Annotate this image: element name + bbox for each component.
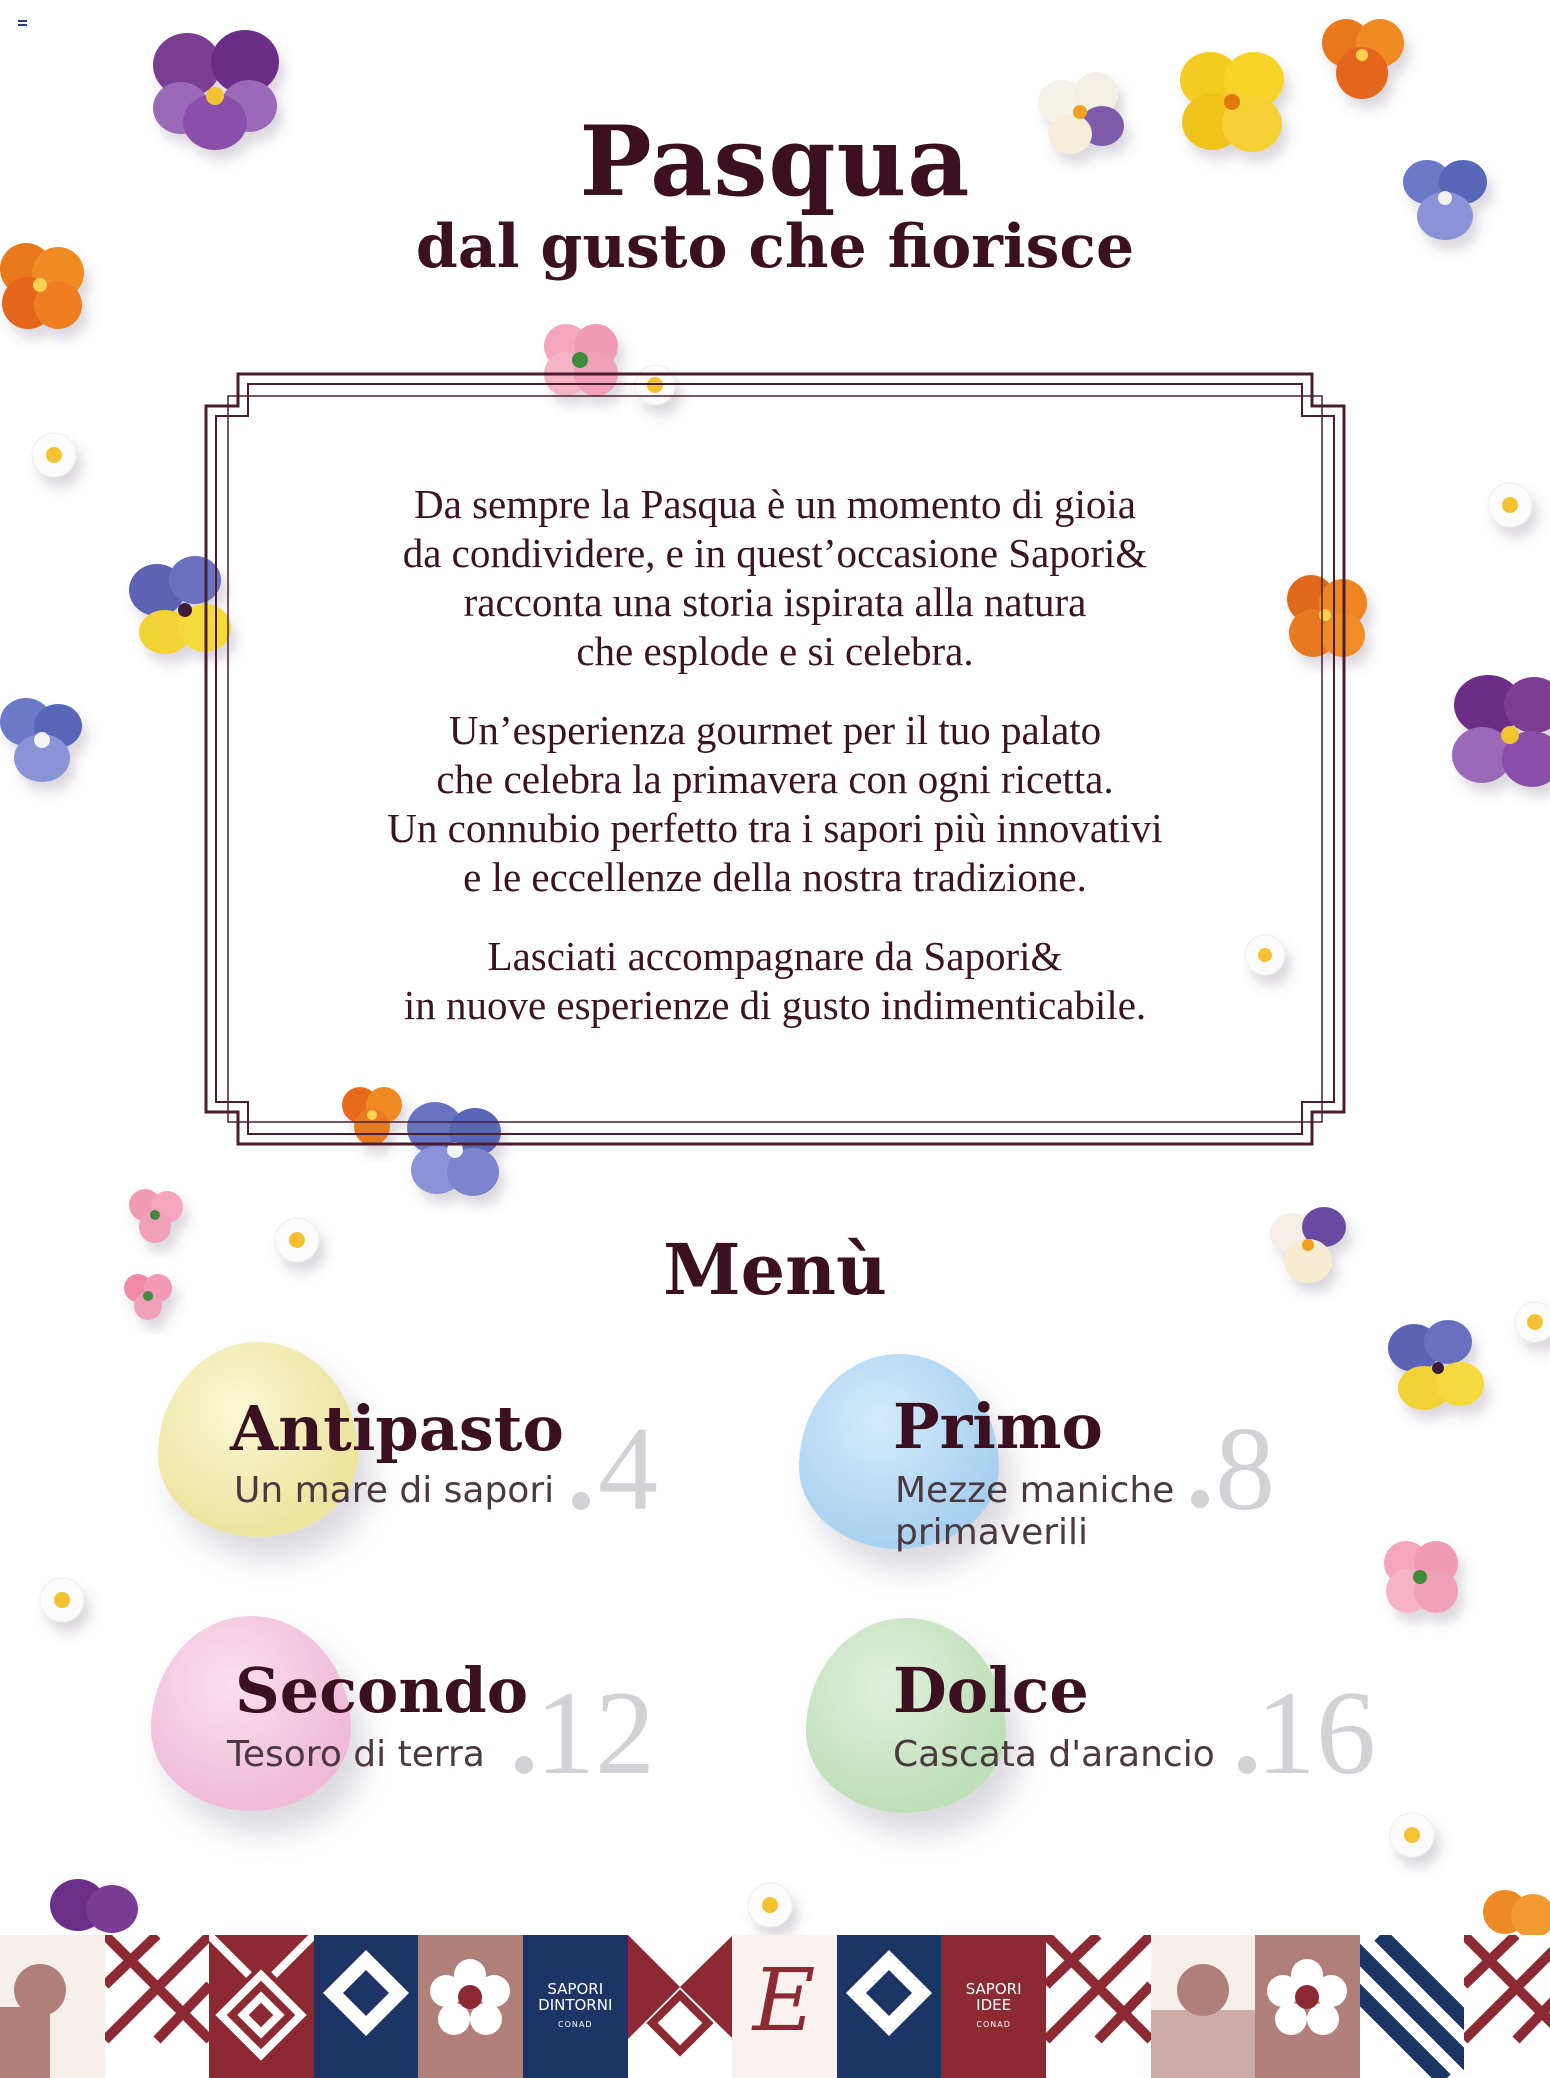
tile-lattice-3 bbox=[1464, 1935, 1550, 2078]
logo-line: SAPORI bbox=[547, 1979, 604, 1998]
course-primo[interactable] bbox=[795, 1350, 1315, 1570]
intro-line: e le eccellenze della nostra tradizione. bbox=[463, 854, 1087, 900]
intro-text bbox=[300, 480, 1250, 1060]
course-dolce[interactable] bbox=[800, 1612, 1376, 1832]
logo-line: DINTORNI bbox=[538, 1995, 613, 2014]
page-dot bbox=[1191, 1490, 1209, 1508]
sapori-dintorni-logo bbox=[523, 1935, 628, 2078]
menu-title: Menù bbox=[663, 1228, 887, 1311]
tile-script-letter bbox=[732, 1935, 837, 2078]
course-description: Mezze maniche primaverili bbox=[895, 1470, 1175, 1553]
tile-footer bbox=[0, 1935, 1550, 2078]
tile-rose-flower bbox=[418, 1935, 523, 2078]
course-description: Cascata d'arancio bbox=[893, 1734, 1215, 1775]
page-subtitle: dal gusto che fiorisce bbox=[415, 212, 1135, 282]
page-number: 4 bbox=[598, 1402, 658, 1535]
tile-rose-circle bbox=[0, 1935, 105, 2078]
intro-line: Da sempre la Pasqua è un momento di gioia bbox=[414, 481, 1136, 527]
intro-line: Un connubio perfetto tra i sapori più innovativi bbox=[387, 805, 1163, 851]
course-secondo[interactable] bbox=[145, 1612, 685, 1832]
logo-line: IDEE bbox=[976, 1995, 1012, 2014]
tile-red-lattice bbox=[628, 1935, 733, 2078]
intro-paragraph-1 bbox=[300, 480, 1250, 676]
tile-navy-diamond bbox=[314, 1935, 419, 2078]
intro-paragraph-3 bbox=[300, 932, 1250, 1030]
logo-line: CONAD bbox=[976, 2019, 1011, 2029]
page-dot bbox=[515, 1756, 533, 1774]
intro-line: che esplode e si celebra. bbox=[576, 628, 974, 674]
tile-lattice bbox=[105, 1935, 210, 2078]
course-description: Tesoro di terra bbox=[227, 1734, 485, 1775]
page-dot bbox=[572, 1492, 590, 1510]
logo-line: SAPORI bbox=[965, 1979, 1022, 1998]
course-description: Un mare di sapori bbox=[234, 1470, 555, 1511]
tile-rose-flower-2 bbox=[1255, 1935, 1360, 2078]
intro-line: Un’esperienza gourmet per il tuo palato bbox=[448, 707, 1102, 753]
course-name: Secondo bbox=[235, 1654, 529, 1727]
tile-rose-circle-2 bbox=[1151, 1935, 1256, 2078]
page-number: 16 bbox=[1256, 1666, 1376, 1799]
intro-line: racconta una storia ispirata alla natura bbox=[463, 579, 1087, 625]
course-antipasto[interactable] bbox=[150, 1340, 690, 1560]
course-name: Antipasto bbox=[230, 1392, 564, 1465]
tile-lattice-2 bbox=[1046, 1935, 1151, 2078]
tile-red-diamonds bbox=[209, 1935, 314, 2078]
intro-line: Lasciati accompagnare da Sapori& bbox=[487, 933, 1063, 979]
intro-line: che celebra la primavera con ogni ricetta. bbox=[436, 756, 1114, 802]
intro-line: in nuove esperienze di gusto indimenticabile. bbox=[403, 982, 1147, 1028]
page-number: 12 bbox=[535, 1666, 655, 1799]
course-name: Primo bbox=[893, 1390, 1103, 1463]
intro-paragraph-2 bbox=[300, 706, 1250, 902]
tile-navy-stripes bbox=[1360, 1935, 1465, 2078]
page-number: 8 bbox=[1215, 1402, 1275, 1535]
script-letter: E bbox=[752, 1951, 816, 2051]
course-name: Dolce bbox=[893, 1654, 1089, 1727]
sapori-idee-logo bbox=[941, 1935, 1046, 2078]
page-title: Pasqua bbox=[579, 105, 971, 218]
tile-navy-diamond-2 bbox=[837, 1935, 942, 2078]
logo-line: CONAD bbox=[558, 2019, 593, 2029]
intro-line: da condividere, e in quest’occasione Sapori& bbox=[402, 530, 1148, 576]
page-dot bbox=[1238, 1756, 1256, 1774]
